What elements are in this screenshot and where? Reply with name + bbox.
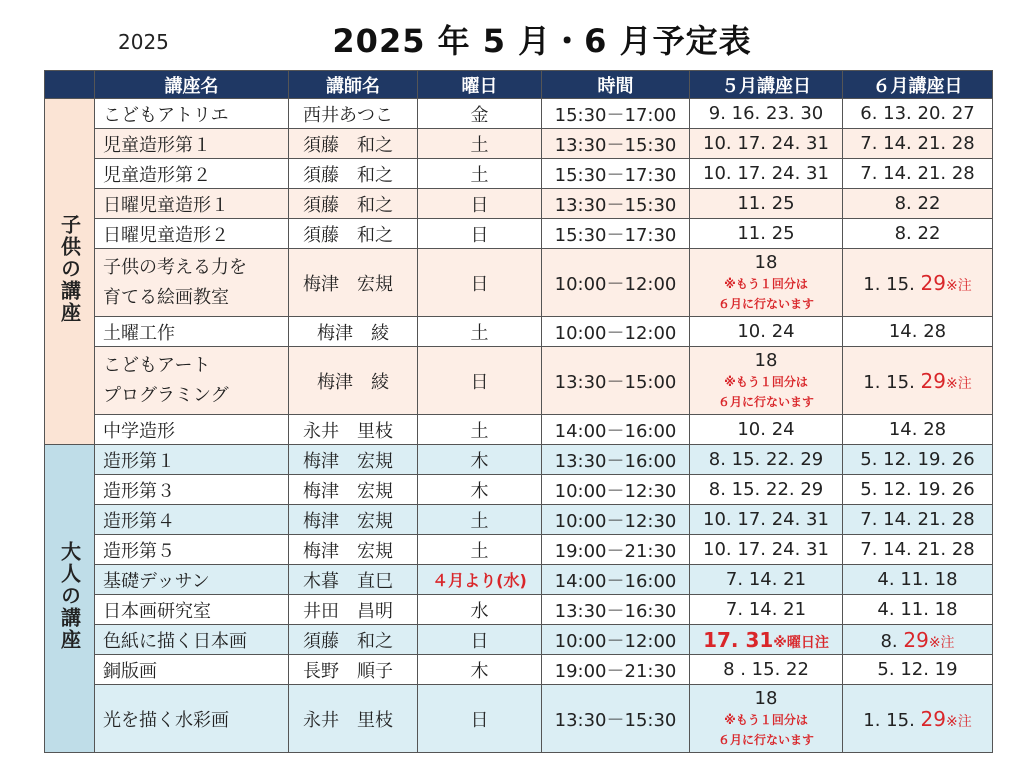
- time-cell: 10:00－12:00: [542, 625, 690, 655]
- may-dates: [690, 625, 843, 655]
- day-cell: 木: [418, 445, 542, 475]
- course-name-line: 育てる絵画教室: [103, 286, 229, 308]
- table-row: [45, 685, 993, 753]
- june-date-red: 29: [920, 270, 946, 295]
- course-name: 色紙に描く日本画: [95, 625, 289, 655]
- table-row: [45, 99, 993, 129]
- teacher-name: 須藤 和之: [289, 219, 418, 249]
- course-name: 造形第５: [95, 535, 289, 565]
- day-cell: 土: [418, 505, 542, 535]
- teacher-name: 梅津 宏規: [289, 505, 418, 535]
- may-date-red: 17. 31: [703, 627, 774, 652]
- table-row: [45, 415, 993, 445]
- teacher-name: 須藤 和之: [289, 129, 418, 159]
- footnote-mark: ※注: [928, 634, 955, 651]
- footnote-mark: ※注: [945, 277, 972, 294]
- teacher-name: 長野 順子: [289, 655, 418, 685]
- note-line: ６月に行ないます: [717, 296, 814, 311]
- course-name: 日曜児童造形１: [95, 189, 289, 219]
- table-row: [45, 159, 993, 189]
- teacher-name: 梅津 宏規: [289, 249, 418, 317]
- note-line: ６月に行ないます: [717, 394, 814, 409]
- time-cell: 13:30－15:30: [542, 129, 690, 159]
- course-name: 造形第３: [95, 475, 289, 505]
- june-dates: 4. 11. 18: [843, 595, 993, 625]
- may-date-value: 18: [754, 251, 778, 273]
- teacher-name: 須藤 和之: [289, 159, 418, 189]
- may-dates: 10. 17. 24. 31: [690, 159, 843, 189]
- day-cell: 日: [418, 347, 542, 415]
- day-cell: 土: [418, 535, 542, 565]
- may-dates: 10. 24: [690, 317, 843, 347]
- june-dates: 6. 13. 20. 27: [843, 99, 993, 129]
- teacher-name: 梅津 綾: [289, 347, 418, 415]
- time-cell: 13:30－15:00: [542, 347, 690, 415]
- course-name-line: 子供の考える力を: [103, 256, 247, 278]
- day-note: ※曜日注: [773, 634, 829, 651]
- course-name: 造形第１: [95, 445, 289, 475]
- table-row: [45, 655, 993, 685]
- june-date-value: 1. 15.: [863, 371, 921, 393]
- table-row: [45, 317, 993, 347]
- teacher-name: 永井 里枝: [289, 415, 418, 445]
- course-name: 土曜工作: [95, 317, 289, 347]
- june-date-red: 29: [903, 627, 929, 652]
- teacher-name: 西井あつこ: [289, 99, 418, 129]
- time-cell: 19:00－21:30: [542, 655, 690, 685]
- course-name: 基礎デッサン: [95, 565, 289, 595]
- course-name: 児童造形第１: [95, 129, 289, 159]
- header-day: 曜日: [418, 71, 542, 99]
- day-cell: 日: [418, 219, 542, 249]
- may-dates: [690, 249, 843, 317]
- course-name: 中学造形: [95, 415, 289, 445]
- course-name: [95, 249, 289, 317]
- may-dates: 7. 14. 21: [690, 565, 843, 595]
- time-cell: 10:00－12:30: [542, 505, 690, 535]
- time-cell: 15:30－17:30: [542, 219, 690, 249]
- course-name: 日本画研究室: [95, 595, 289, 625]
- course-name: 造形第４: [95, 505, 289, 535]
- table-row: [45, 219, 993, 249]
- footnote-mark: ※注: [945, 713, 972, 730]
- day-cell: 日: [418, 625, 542, 655]
- teacher-name: 木暮 直巳: [289, 565, 418, 595]
- time-cell: 10:00－12:30: [542, 475, 690, 505]
- time-cell: 14:00－16:00: [542, 415, 690, 445]
- table-row: [45, 249, 993, 317]
- june-dates: [843, 347, 993, 415]
- day-cell: 日: [418, 189, 542, 219]
- may-dates: 8. 15. 22. 29: [690, 445, 843, 475]
- time-cell: 15:30－17:30: [542, 159, 690, 189]
- june-dates: 7. 14. 21. 28: [843, 159, 993, 189]
- may-dates: 7. 14. 21: [690, 595, 843, 625]
- may-dates: 11. 25: [690, 219, 843, 249]
- day-cell: 木: [418, 655, 542, 685]
- may-dates: 10. 24: [690, 415, 843, 445]
- may-dates: [690, 685, 843, 753]
- teacher-name: 須藤 和之: [289, 625, 418, 655]
- day-cell: 土: [418, 159, 542, 189]
- table-row: [45, 445, 993, 475]
- day-cell: 日: [418, 249, 542, 317]
- table-row: [45, 565, 993, 595]
- header-june: ６月講座日: [843, 71, 993, 99]
- time-cell: 13:30－15:30: [542, 685, 690, 753]
- may-dates: 10. 17. 24. 31: [690, 505, 843, 535]
- june-date-red: 29: [920, 706, 946, 731]
- june-dates: 5. 12. 19. 26: [843, 445, 993, 475]
- header-time: 時間: [542, 71, 690, 99]
- table-row: [45, 535, 993, 565]
- course-name: 銅版画: [95, 655, 289, 685]
- time-cell: 13:30－15:30: [542, 189, 690, 219]
- time-cell: 14:00－16:00: [542, 565, 690, 595]
- time-cell: 10:00－12:00: [542, 317, 690, 347]
- page-title: 2025 年 5 月・6 月予定表: [332, 22, 752, 60]
- june-date-red: 29: [920, 368, 946, 393]
- time-cell: 13:30－16:30: [542, 595, 690, 625]
- june-dates: 14. 28: [843, 317, 993, 347]
- day-cell: 土: [418, 415, 542, 445]
- header-teacher: 講師名: [289, 71, 418, 99]
- course-name: 日曜児童造形２: [95, 219, 289, 249]
- day-cell: 木: [418, 475, 542, 505]
- time-cell: 13:30－16:00: [542, 445, 690, 475]
- day-cell: 日: [418, 685, 542, 753]
- may-dates: [690, 347, 843, 415]
- teacher-name: 梅津 宏規: [289, 445, 418, 475]
- june-dates: 7. 14. 21. 28: [843, 505, 993, 535]
- teacher-name: 梅津 宏規: [289, 535, 418, 565]
- note-line: ※もう１回分は: [724, 276, 808, 291]
- course-name: 光を描く水彩画: [95, 685, 289, 753]
- may-date-value: 18: [754, 349, 778, 371]
- may-dates: 10. 17. 24. 31: [690, 129, 843, 159]
- header-group: [45, 71, 95, 99]
- june-dates: 7. 14. 21. 28: [843, 535, 993, 565]
- table-row: [45, 505, 993, 535]
- june-dates: 14. 28: [843, 415, 993, 445]
- june-dates: [843, 625, 993, 655]
- header-row: [45, 71, 993, 99]
- footnote-mark: ※注: [945, 375, 972, 392]
- header-may: ５月講座日: [690, 71, 843, 99]
- course-name: こどもアトリエ: [95, 99, 289, 129]
- course-name-line: プログラミング: [103, 384, 229, 406]
- table-row: [45, 129, 993, 159]
- june-dates: 8. 22: [843, 219, 993, 249]
- june-date-value: 1. 15.: [863, 709, 921, 731]
- may-dates: 11. 25: [690, 189, 843, 219]
- june-dates: 5. 12. 19: [843, 655, 993, 685]
- note-line: ※もう１回分は: [724, 374, 808, 389]
- note-line: ６月に行ないます: [717, 732, 814, 747]
- table-row: [45, 625, 993, 655]
- day-cell: 金: [418, 99, 542, 129]
- table-row: [45, 347, 993, 415]
- day-cell: 土: [418, 317, 542, 347]
- course-name-line: こどもアート: [103, 354, 211, 376]
- year-label: 2025: [118, 30, 169, 54]
- june-dates: [843, 685, 993, 753]
- teacher-name: 梅津 宏規: [289, 475, 418, 505]
- course-name: 児童造形第２: [95, 159, 289, 189]
- june-dates: 8. 22: [843, 189, 993, 219]
- group-label-adult: 大人の講座: [45, 445, 95, 753]
- teacher-name: 井田 昌明: [289, 595, 418, 625]
- teacher-name: 梅津 綾: [289, 317, 418, 347]
- june-dates: 7. 14. 21. 28: [843, 129, 993, 159]
- teacher-name: 須藤 和之: [289, 189, 418, 219]
- june-dates: 4. 11. 18: [843, 565, 993, 595]
- june-date-value: 1. 15.: [863, 273, 921, 295]
- time-cell: 10:00－12:00: [542, 249, 690, 317]
- schedule-table: [44, 70, 993, 753]
- may-dates: 8. 15. 22. 29: [690, 475, 843, 505]
- day-cell: ４月より(水): [418, 565, 542, 595]
- may-dates: 10. 17. 24. 31: [690, 535, 843, 565]
- table-row: [45, 189, 993, 219]
- june-date-value: 8.: [880, 630, 904, 652]
- teacher-name: 永井 里枝: [289, 685, 418, 753]
- table-row: [45, 475, 993, 505]
- june-dates: [843, 249, 993, 317]
- time-cell: 15:30－17:00: [542, 99, 690, 129]
- may-dates: 9. 16. 23. 30: [690, 99, 843, 129]
- table-row: [45, 595, 993, 625]
- header-course: 講座名: [95, 71, 289, 99]
- may-dates: 8 . 15. 22: [690, 655, 843, 685]
- note-line: ※もう１回分は: [724, 712, 808, 727]
- time-cell: 19:00－21:30: [542, 535, 690, 565]
- may-date-value: 18: [754, 687, 778, 709]
- june-dates: 5. 12. 19. 26: [843, 475, 993, 505]
- course-name: [95, 347, 289, 415]
- day-cell: 土: [418, 129, 542, 159]
- group-label-kids: 子供の講座: [45, 99, 95, 445]
- day-cell: 水: [418, 595, 542, 625]
